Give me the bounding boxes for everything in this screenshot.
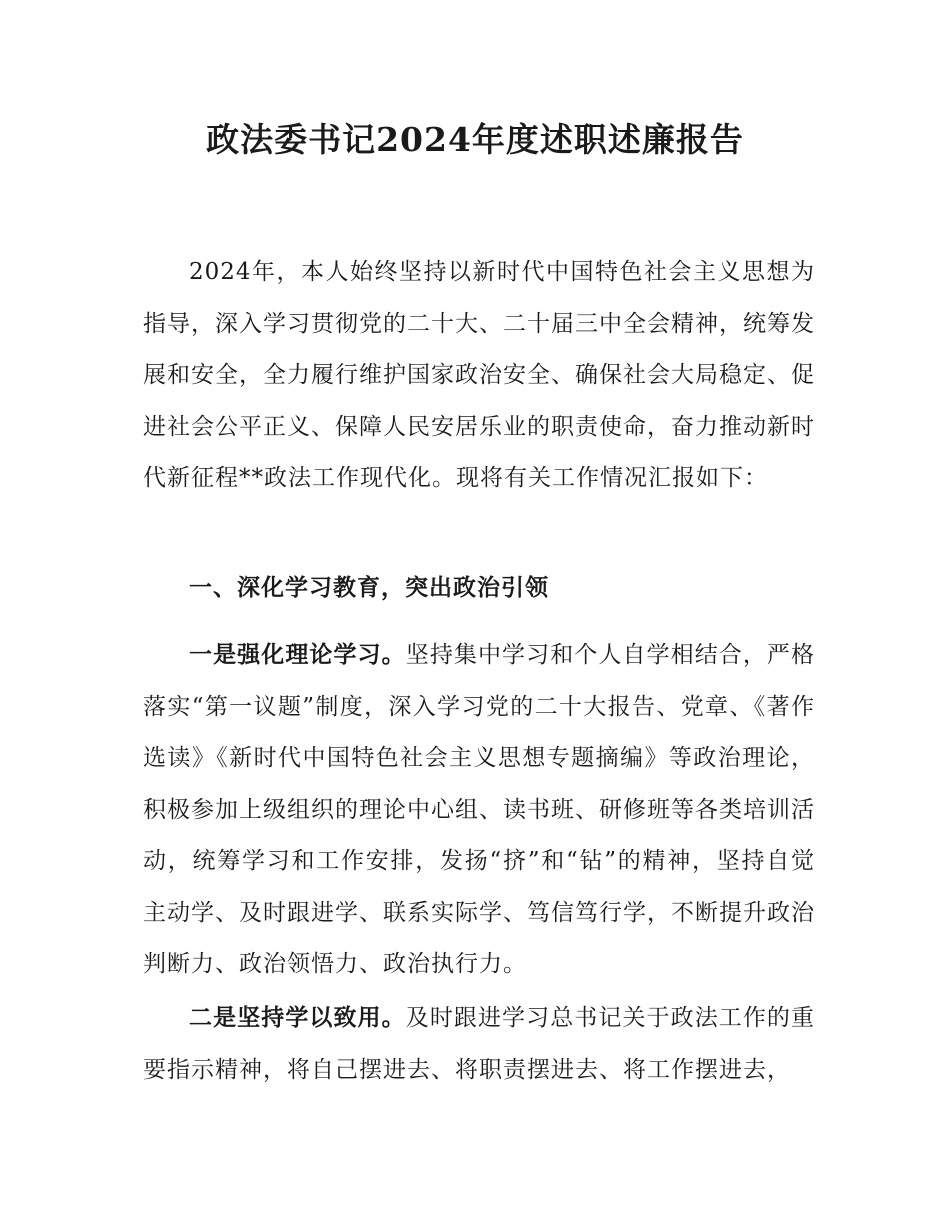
- intro-paragraph: 2024年，本人始终坚持以新时代中国特色社会主义思想为指导，深入学习贯彻党的二十大、二十届三中全会精神，统筹发展和安全，全力履行维护国家政治安全、确保社会大局稳定、促进社会公平正义、保障人民安居乐业的职责使命，奋力推动新时代新征程**政法工作现代化。现将有关工作情况汇报如下：: [143, 259, 815, 491]
- paragraph-lead: 二是坚持学以致用。: [189, 1005, 406, 1031]
- paragraph-text: 及时跟进学习总书记关于政法工作的重要指示精神，将自己摆进去、将职责摆进去、将工作摆进去，: [143, 1005, 816, 1083]
- document-title: 政法委书记2024年度述职述廉报告: [206, 120, 744, 159]
- paragraph-text: 坚持集中学习和个人自学相结合，严格落实“第一议题”制度，深入学习党的二十大报告、党章、《著作选读》《新时代中国特色社会主义思想专题摘编》等政治理论，积极参加上级组织的理论中心组、读书班、研修班等各类培训活动，统筹学习和工作安排，发扬“挤”和“钻”的精神，坚持自觉主动学、及时跟进学、联系实际学、笃信笃行学，不断提升政治判断力、政治领悟力、政治执行力。: [143, 642, 816, 977]
- section-paragraph-2: [143, 993, 815, 1096]
- section-heading: 一、深化学习教育，突出政治引领: [189, 575, 549, 601]
- section-paragraph-1: [143, 630, 815, 991]
- paragraph-lead: 一是强化理论学习。: [189, 642, 406, 668]
